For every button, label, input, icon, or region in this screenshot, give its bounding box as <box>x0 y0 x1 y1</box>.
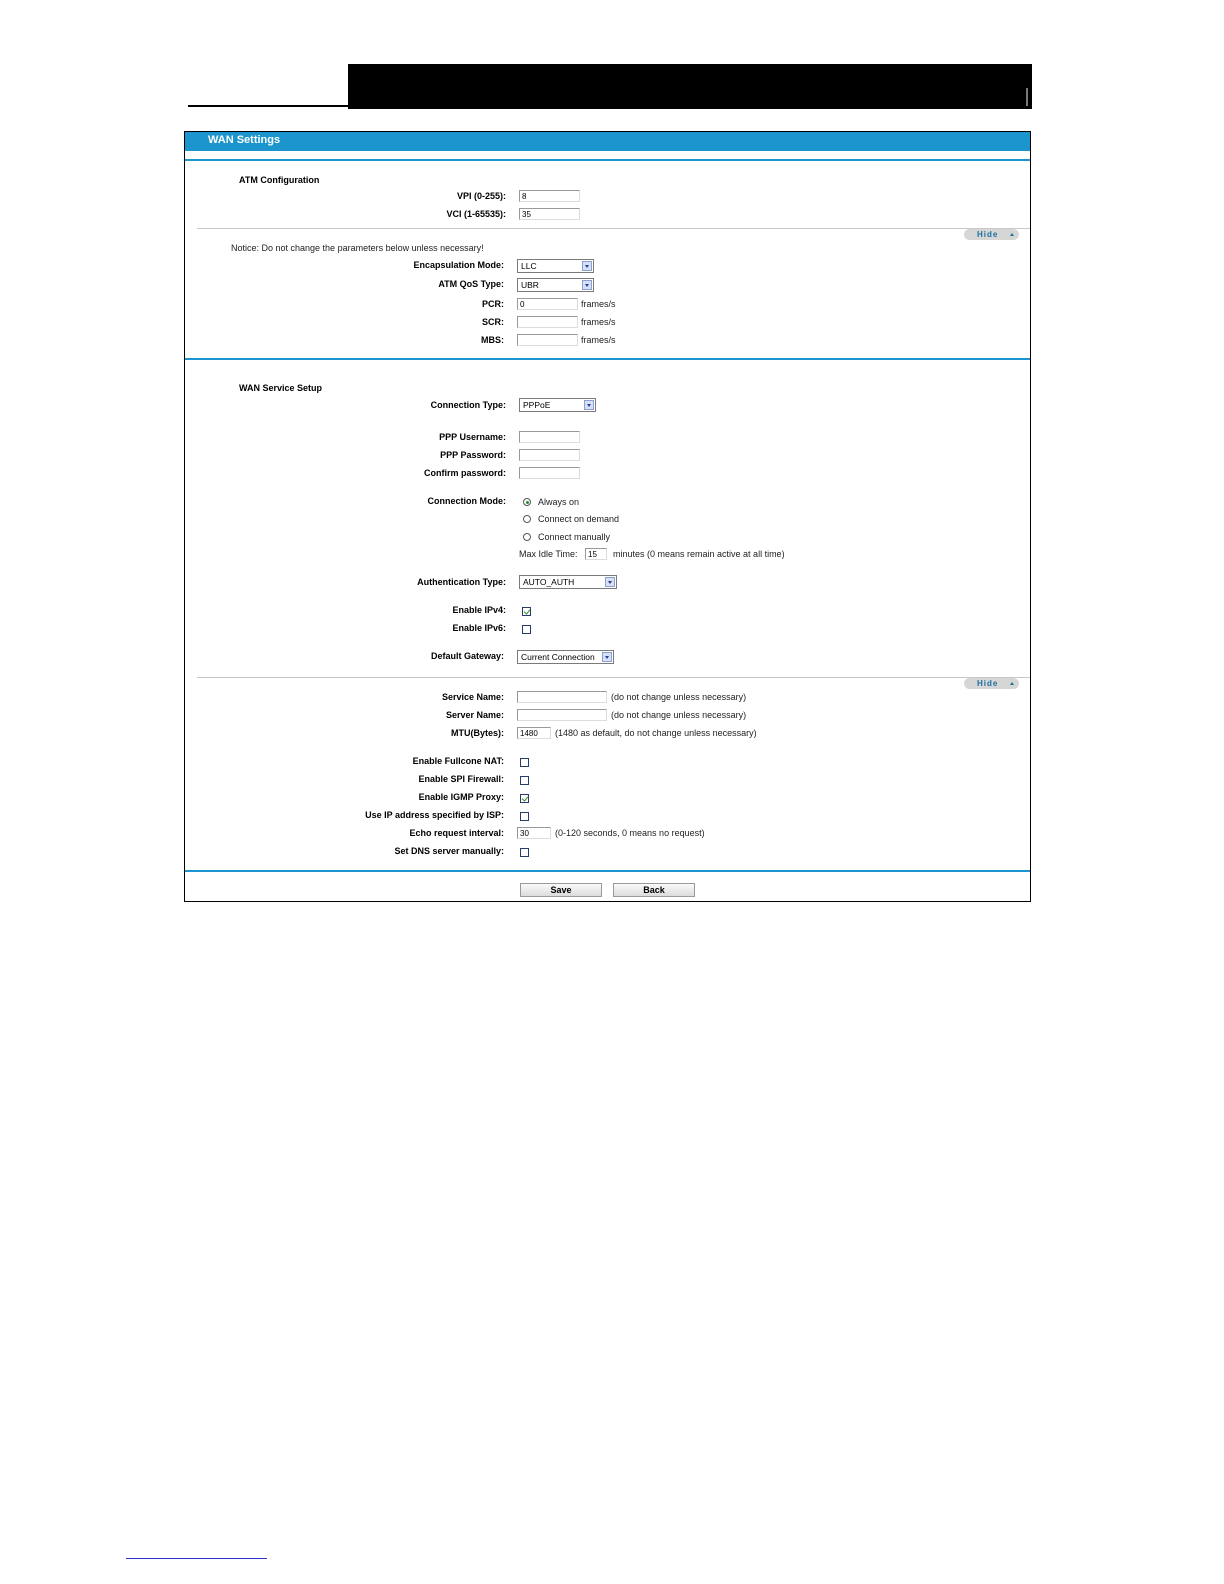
save-button[interactable]: Save <box>520 883 602 897</box>
footer-link-underline <box>126 1558 267 1559</box>
auth-type-select[interactable] <box>519 575 617 589</box>
radio-always-on-label: Always on <box>538 497 580 507</box>
fullcone-checkbox[interactable] <box>520 758 529 767</box>
ppp-username-label: PPP Username: <box>439 432 506 442</box>
encapsulation-value: LLC <box>521 261 537 271</box>
connection-mode-label: Connection Mode: <box>427 496 506 506</box>
ppp-username-input[interactable] <box>519 431 580 443</box>
igmp-checkbox[interactable] <box>520 794 529 803</box>
qos-value: UBR <box>521 280 539 290</box>
vci-input[interactable]: 35 <box>519 208 580 220</box>
radio-always-on[interactable] <box>523 498 531 506</box>
ppp-password-label: PPP Password: <box>440 450 506 460</box>
encapsulation-select[interactable] <box>517 259 594 273</box>
atm-hide-button[interactable] <box>964 229 1019 240</box>
pcr-input[interactable]: 0 <box>517 298 578 310</box>
ipv6-label: Enable IPv6: <box>452 623 506 633</box>
chevron-down-icon <box>602 652 612 662</box>
atm-section-title: ATM Configuration <box>239 175 320 185</box>
qos-label: ATM QoS Type: <box>438 279 504 289</box>
footer-divider <box>185 870 1030 872</box>
connection-type-label: Connection Type: <box>430 400 506 410</box>
atm-advanced-divider <box>197 228 1030 229</box>
radio-connect-on-demand-label: Connect on demand <box>538 514 620 524</box>
ipv4-checkbox[interactable] <box>522 607 531 616</box>
chevron-down-icon <box>582 280 592 290</box>
server-name-hint: (do not change unless necessary) <box>611 710 747 720</box>
echo-input[interactable]: 30 <box>517 827 551 839</box>
mbs-label: MBS: <box>481 335 504 345</box>
chevron-up-icon <box>1010 682 1014 685</box>
auth-type-value: AUTO_AUTH <box>523 577 575 587</box>
encapsulation-label: Encapsulation Mode: <box>413 260 504 270</box>
confirm-password-input[interactable] <box>519 467 580 479</box>
max-idle-hint: minutes (0 means remain active at all time) <box>613 549 785 559</box>
spi-checkbox[interactable] <box>520 776 529 785</box>
service-name-hint: (do not change unless necessary) <box>611 692 747 702</box>
gateway-select[interactable] <box>517 650 614 664</box>
mtu-hint: (1480 as default, do not change unless necessary) <box>555 728 757 738</box>
fullcone-label: Enable Fullcone NAT: <box>412 756 504 766</box>
spi-label: Enable SPI Firewall: <box>418 774 504 784</box>
pcr-label: PCR: <box>482 299 504 309</box>
connection-type-value: PPPoE <box>523 400 551 410</box>
divider <box>185 159 1030 161</box>
service-name-input[interactable] <box>517 691 607 703</box>
header-bar <box>348 64 1032 109</box>
service-name-label: Service Name: <box>441 692 504 702</box>
notice-text: Notice: Do not change the parameters below unless necessary! <box>231 243 484 253</box>
server-name-label: Server Name: <box>445 710 504 720</box>
radio-connect-manually-label: Connect manually <box>538 532 611 542</box>
hide-label: Hide <box>977 679 999 688</box>
chevron-down-icon <box>605 577 615 587</box>
igmp-label: Enable IGMP Proxy: <box>418 792 504 802</box>
wan-hide-button[interactable] <box>964 678 1019 689</box>
section-divider <box>185 358 1030 360</box>
chevron-up-icon <box>1010 233 1014 236</box>
vpi-label: VPI (0-255): <box>456 191 506 201</box>
hide-label: Hide <box>977 230 999 239</box>
mtu-label: MTU(Bytes): <box>451 728 504 738</box>
back-button[interactable]: Back <box>613 883 695 897</box>
gateway-value: Current Connection <box>521 652 595 662</box>
dns-label: Set DNS server manually: <box>394 846 504 856</box>
wan-settings-panel <box>184 131 1031 902</box>
ipv6-checkbox[interactable] <box>522 625 531 634</box>
header-underline <box>188 105 348 107</box>
scr-input[interactable] <box>517 316 578 328</box>
mtu-input[interactable]: 1480 <box>517 727 551 739</box>
ppp-password-input[interactable] <box>519 449 580 461</box>
echo-hint: (0-120 seconds, 0 means no request) <box>555 828 705 838</box>
pcr-unit: frames/s <box>581 299 616 309</box>
mbs-input[interactable] <box>517 334 578 346</box>
panel-title: WAN Settings <box>208 134 281 146</box>
gateway-label: Default Gateway: <box>430 651 504 661</box>
isp-ip-checkbox[interactable] <box>520 812 529 821</box>
vpi-input[interactable]: 8 <box>519 190 580 202</box>
confirm-password-label: Confirm password: <box>423 468 506 478</box>
connection-type-select[interactable] <box>519 398 596 412</box>
qos-select[interactable] <box>517 278 594 292</box>
chevron-down-icon <box>582 261 592 271</box>
dns-checkbox[interactable] <box>520 848 529 857</box>
radio-connect-on-demand[interactable] <box>523 515 531 523</box>
max-idle-input[interactable]: 15 <box>585 548 607 560</box>
mbs-unit: frames/s <box>581 335 616 345</box>
radio-connect-manually[interactable] <box>523 533 531 541</box>
vci-label: VCI (1-65535): <box>446 209 506 219</box>
scr-unit: frames/s <box>581 317 616 327</box>
chevron-down-icon <box>584 400 594 410</box>
auth-type-label: Authentication Type: <box>417 577 506 587</box>
isp-ip-label: Use IP address specified by ISP: <box>365 810 504 820</box>
max-idle-label: Max Idle Time: <box>519 549 578 559</box>
server-name-input[interactable] <box>517 709 607 721</box>
echo-label: Echo request interval: <box>409 828 504 838</box>
scr-label: SCR: <box>482 317 504 327</box>
ipv4-label: Enable IPv4: <box>452 605 506 615</box>
panel-title-bar <box>185 132 1030 151</box>
wan-section-title: WAN Service Setup <box>239 383 323 393</box>
wan-advanced-divider <box>197 677 1030 678</box>
header-tick <box>1026 88 1028 106</box>
